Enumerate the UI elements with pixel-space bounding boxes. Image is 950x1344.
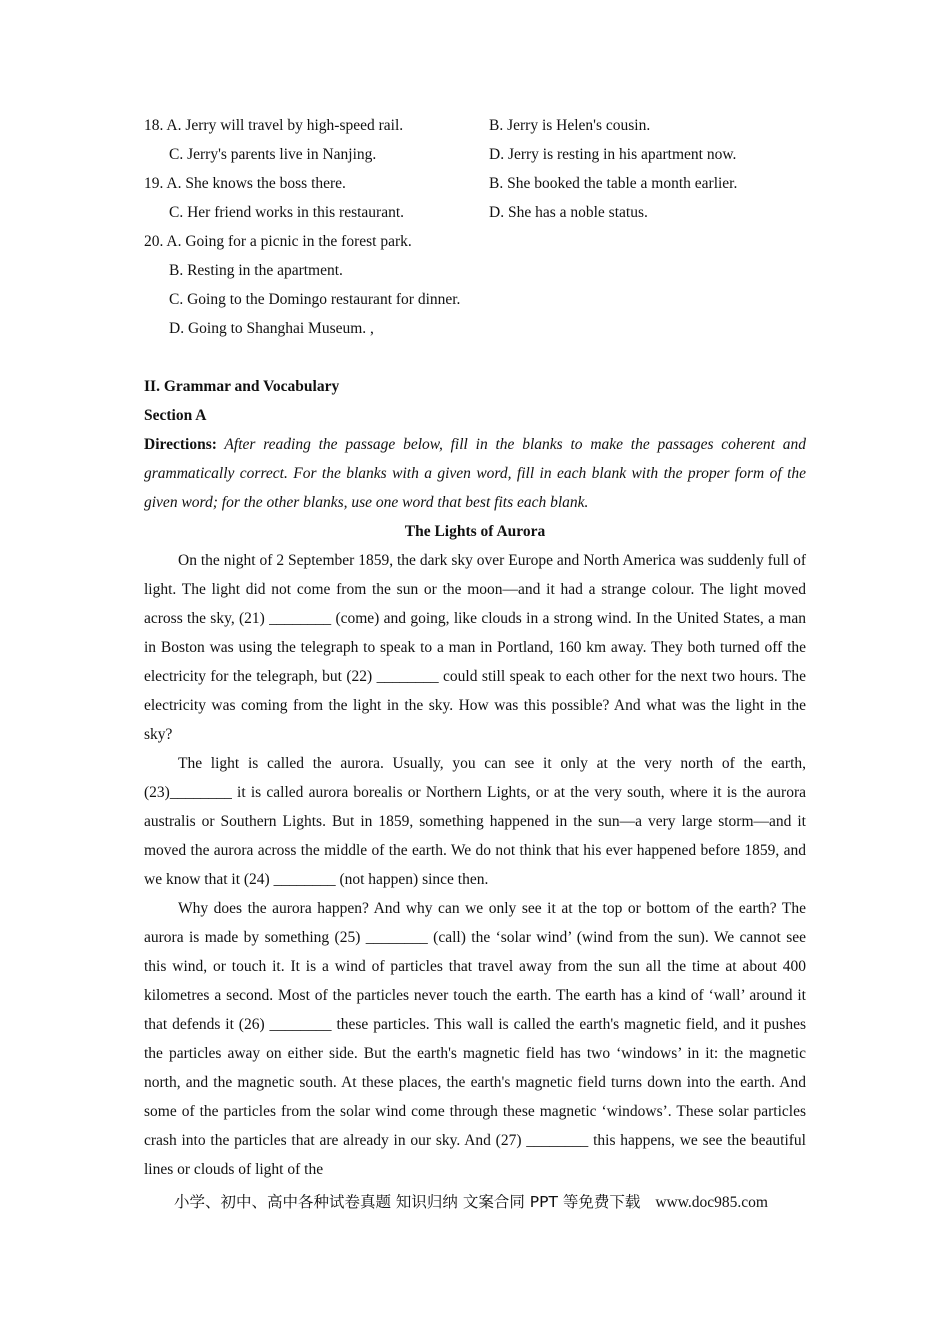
q20-option-c: C. Going to the Domingo restaurant for dinner. bbox=[169, 291, 461, 308]
question-19-row-1 bbox=[144, 169, 806, 198]
directions-text: After reading the passage below, fill in the blanks to make the passages coherent and grammatically correct. For the blanks with a given word, fill in each blank with the proper form of the given word; for the other blanks, use one word that best fits each blank. bbox=[144, 436, 806, 511]
footer-url[interactable]: www.doc985.com bbox=[655, 1194, 768, 1211]
passage-paragraph-3: Why does the aurora happen? And why can we only see it at the top or bottom of the earth? The aurora is made by something (25) ________ (call) the ‘solar wind’ (wind from the sun). We cannot see this wind, or touch it. It is a wind of particles that travel away from the sun all the time at about 400 kilometres a second. Most of the particles never touch the earth. The earth has a kind of ‘wall’ around it that defends it (26) ________ these particles. This wall is called the earth's magnetic field, and it pushes the particles away on either side. But the earth's magnetic field has two ‘windows’ in it: the magnetic north, and the magnetic south. At these places, the earth's magnetic field turns down into the earth. And some of the particles from the solar wind come through these magnetic ‘windows’. These solar particles crash into the particles that are already in our sky. And (27) ________ this happens, we see the beautiful lines or clouds of light of the bbox=[144, 900, 806, 1178]
q19-option-c: C. Her friend works in this restaurant. bbox=[169, 204, 405, 221]
passage-paragraph-1: On the night of 2 September 1859, the dark sky over Europe and North America was suddenly full of light. The light did not come from the sun or the moon—and it had a strange colour. The light moved across the sky, (21) ________ (come) and going, like clouds in a strong wind. In the United States, a man in Boston was using the telegraph to speak to a man in Portland, 160 km away. They both turned off the electricity for the telegraph, but (22) ________ could still speak to each other for the next two hours. The electricity was coming from the light in the sky. How was this possible? And what was the light in the sky? bbox=[144, 552, 806, 743]
question-19-row-2 bbox=[144, 198, 806, 227]
q18-option-d: D. Jerry is resting in his apartment now. bbox=[489, 146, 737, 163]
q19-option-a: 19. A. She knows the boss there. bbox=[144, 175, 346, 192]
section-heading: II. Grammar and Vocabulary bbox=[144, 378, 340, 395]
document-page bbox=[144, 111, 806, 1184]
blank-spacer bbox=[144, 343, 806, 372]
question-18-row-1 bbox=[144, 111, 806, 140]
q20-option-a: 20. A. Going for a picnic in the forest park. bbox=[144, 233, 412, 250]
q20-option-b: B. Resting in the apartment. bbox=[169, 262, 343, 279]
q18-option-a: 18. A. Jerry will travel by high-speed rail. bbox=[144, 117, 404, 134]
q20-option-d: D. Going to Shanghai Museum. , bbox=[169, 320, 374, 337]
passage-title: The Lights of Aurora bbox=[404, 523, 546, 540]
q18-option-b: B. Jerry is Helen's cousin. bbox=[489, 117, 651, 134]
section-subheading: Section A bbox=[144, 407, 207, 424]
footer-text: 小学、初中、高中各种试卷真题 知识归纳 文案合同 PPT 等免费下载 bbox=[174, 1193, 641, 1211]
q18-option-c: C. Jerry's parents live in Nanjing. bbox=[169, 146, 377, 163]
directions bbox=[144, 430, 806, 517]
page-footer bbox=[174, 1189, 794, 1215]
q19-option-d: D. She has a noble status. bbox=[489, 204, 648, 221]
passage-paragraph-2: The light is called the aurora. Usually, you can see it only at the very north of the earth, (23)________ it is called aurora borealis or Northern Lights, or at the very south, where it is the aurora australis or Southern Lights. But in 1859, something happened in the sun—a very large storm—and it moved the aurora across the middle of the earth. We do not think that his ever happened before 1859, and we know that it (24) ________ (not happen) since then. bbox=[144, 755, 806, 888]
q19-option-b: B. She booked the table a month earlier. bbox=[489, 175, 738, 192]
directions-label: Directions: bbox=[144, 436, 217, 453]
question-18-row-2 bbox=[144, 140, 806, 169]
